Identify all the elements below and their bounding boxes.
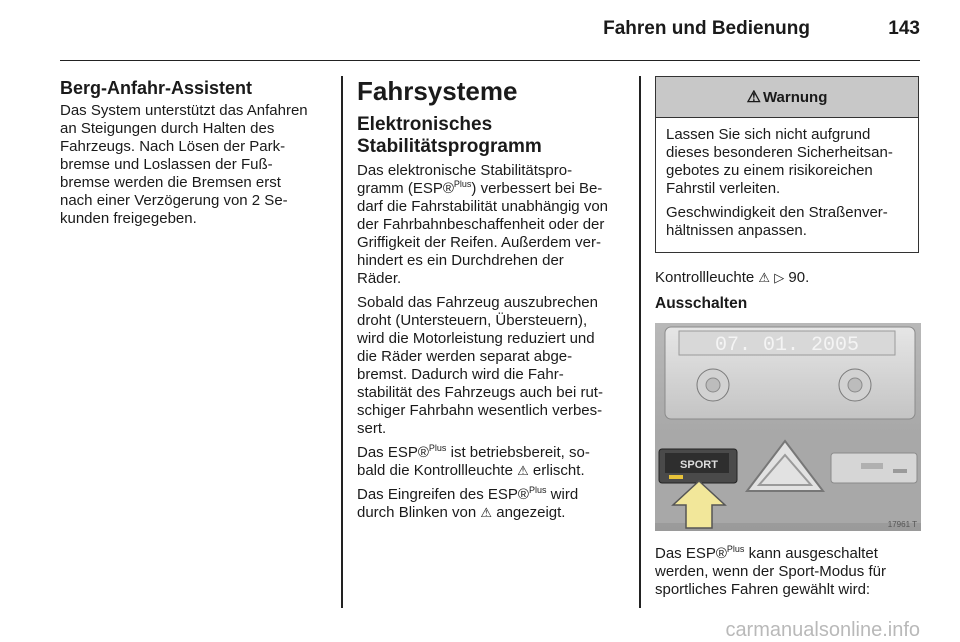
text-segment: angezeigt. [492, 504, 566, 521]
paragraph-berg [60, 102, 328, 228]
page-header [60, 14, 920, 61]
column-divider [341, 76, 343, 608]
text-line: gebotes zu einem risikoreichen [666, 162, 873, 179]
text-segment: ist betriebsbereit, so- [446, 444, 590, 461]
heading-line: Stabilitätsprogramm [357, 136, 542, 157]
dashboard-illustration [655, 323, 921, 531]
clock-display-text: 07. 01. 2005 [714, 334, 860, 357]
text-line: Das System unterstützt das Anfahren [60, 102, 308, 119]
warning-box [655, 76, 919, 253]
watermark: carmanualsonline.info [725, 619, 920, 641]
column-1 [60, 76, 328, 234]
text-segment: bald die Kontrollleuchte [357, 462, 518, 479]
superscript: Plus [726, 544, 745, 554]
paragraph-esp-off [655, 545, 921, 599]
right-knob-center [848, 378, 862, 392]
text-line: Sobald das Fahrzeug auszubrechen [357, 294, 598, 311]
paragraph-esp-ready [357, 444, 623, 480]
page-title: Fahren und Bedienung [603, 18, 810, 39]
text-segment: Kontrollleuchte [655, 269, 759, 286]
text-line: an Steigungen durch Halten des [60, 120, 275, 137]
warning-title: Warnung [762, 88, 828, 106]
warning-paragraph [666, 204, 908, 240]
text-line: Fahrzeugs. Nach Lösen der Park- [60, 138, 286, 155]
text-line: bremse und Loslassen der Fuß- [60, 156, 273, 173]
figure-code: 17961 T [887, 520, 917, 529]
text-line: kunden freigegeben. [60, 210, 197, 227]
text-line: der Fahrbahnbeschaffenheit oder der [357, 216, 605, 233]
text-line: dieses besonderen Sicherheitsan- [666, 144, 893, 161]
text-line: droht (Untersteuern, Übersteuern), [357, 312, 588, 329]
subsection-heading [357, 114, 623, 158]
page-number: 143 [888, 18, 920, 39]
heading-line: Elektronisches [357, 114, 493, 135]
sport-button-label: SPORT [680, 459, 718, 471]
text-segment: durch Blinken von [357, 504, 481, 521]
warning-paragraph [666, 126, 908, 198]
warning-header [656, 77, 918, 118]
text-line: nach einer Verzögerung von 2 Se- [60, 192, 288, 209]
warning-triangle-icon: ⚠ [746, 89, 761, 106]
column-divider [639, 76, 641, 608]
text-line: Lassen Sie sich nicht aufgrund [666, 126, 871, 143]
text-line: Räder. [357, 270, 402, 287]
text-line: Griffigkeit der Reifen. Außerdem ver- [357, 234, 601, 251]
text-line: Geschwindigkeit den Straßenver- [666, 204, 888, 221]
text-line: Fahrstil verleiten. [666, 180, 781, 197]
text-line: wird die Motorleistung reduziert und [357, 330, 595, 347]
text-segment: 90. [784, 269, 810, 286]
sport-indicator-led [669, 475, 683, 479]
kontrollleuchte-reference [655, 269, 921, 287]
text-segment: erlischt. [528, 462, 585, 479]
esp-warning-lamp-icon: ⚠ [758, 270, 771, 285]
paragraph-esp-intro [357, 162, 623, 288]
left-knob-center [706, 378, 720, 392]
superscript: Plus [453, 179, 472, 189]
column-2 [357, 76, 623, 528]
esp-warning-lamp-icon: ⚠ [480, 505, 493, 520]
text-segment: Das Eingreifen des ESP® [357, 486, 529, 503]
esp-warning-lamp-icon: ⚠ [517, 463, 529, 478]
ausschalten-heading: Ausschalten [655, 295, 748, 312]
warning-body [656, 118, 918, 252]
paragraph-esp-intervention [357, 486, 623, 522]
text-segment: wird [546, 486, 579, 503]
superscript: Plus [528, 485, 547, 495]
text-line: sert. [357, 420, 387, 437]
dashboard-photo [655, 323, 921, 531]
text-line: werden, wenn der Sport-Modus für [655, 563, 886, 580]
text-segment: kann ausgeschaltet [744, 545, 878, 562]
column-3 [655, 76, 921, 605]
text-line: gramm (ESP® [357, 180, 454, 197]
text-line: Das elektronische Stabilitätspro- [357, 162, 573, 179]
text-segment: Das ESP® [357, 444, 429, 461]
text-line: hindert es ein Durchdrehen der [357, 252, 564, 269]
page-reference-arrow-icon: ▷ [774, 270, 785, 285]
text-line: bremst. Dadurch wird die Fahr- [357, 366, 564, 383]
section-heading-berg: Berg-Anfahr-Assistent [60, 78, 253, 98]
text-line: hältnissen anpassen. [666, 222, 807, 239]
text-line: stabilität des Fahrzeugs auch bei rut- [357, 384, 603, 401]
right-switch-indicator [893, 469, 907, 473]
text-line: die Räder werden separat abge- [357, 348, 573, 365]
chapter-heading: Fahrsysteme [357, 76, 518, 106]
text-line: bremse werden die Bremsen erst [60, 174, 281, 191]
right-switch-slot [861, 463, 883, 469]
text-line: darf die Fahrstabilität unabhängig von [357, 198, 609, 215]
text-line: sportliches Fahren gewählt wird: [655, 581, 871, 598]
text-line: schiger Fahrbahn wesentlich verbes- [357, 402, 603, 419]
text-segment: Das ESP® [655, 545, 727, 562]
text-line: ) verbessert bei Be- [471, 180, 603, 197]
paragraph-esp-function [357, 294, 623, 438]
superscript: Plus [428, 443, 447, 453]
